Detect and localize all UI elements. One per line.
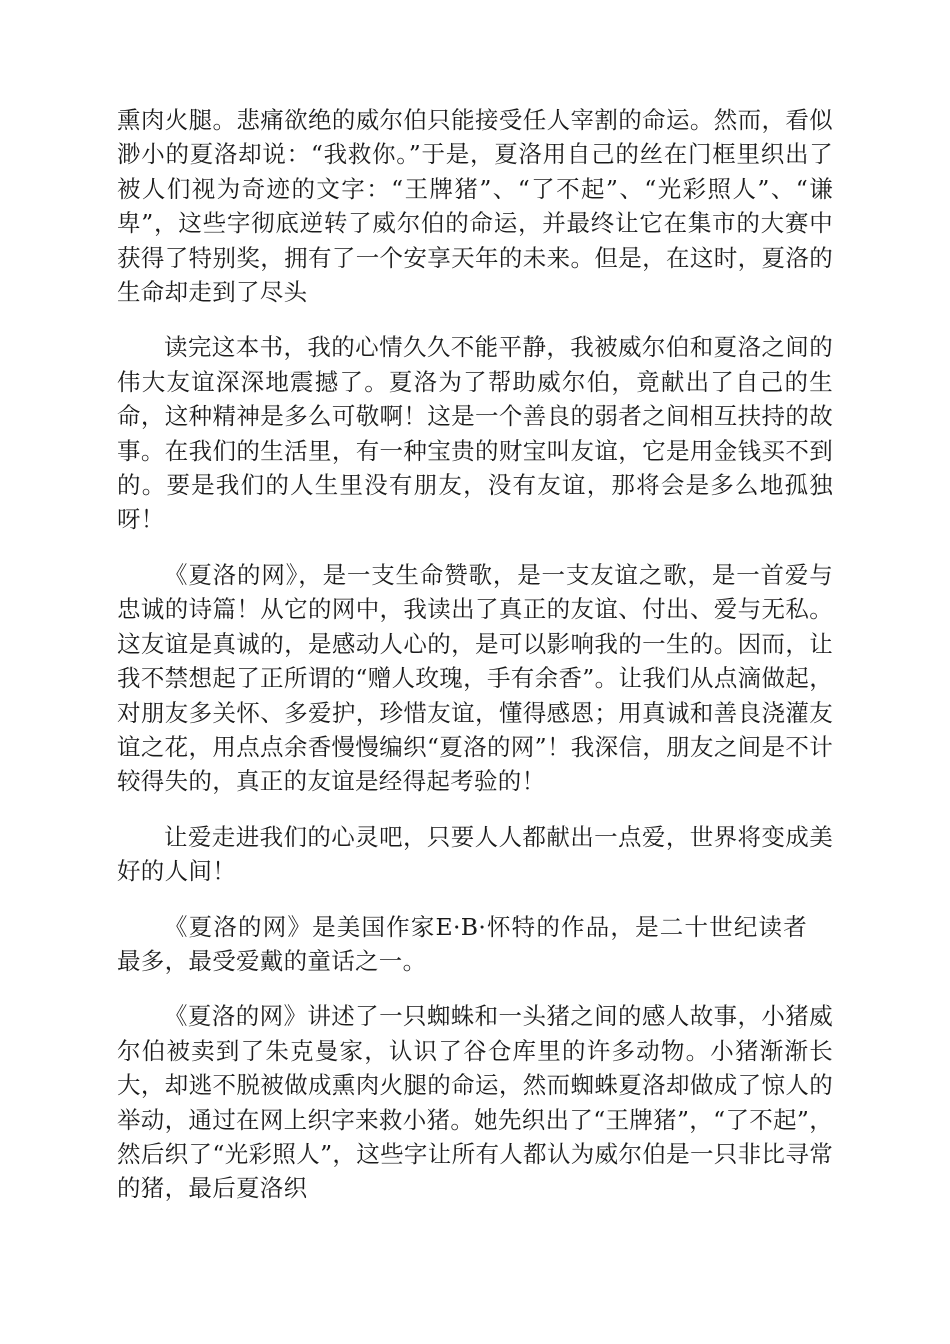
paragraph-about-book: 《夏洛的网》是美国作家E·B·怀特的作品，是二十世纪读者最多，最受爱戴的童话之一。: [117, 912, 807, 975]
paragraph-summary: 《夏洛的网》讲述了一只蜘蛛和一头猪之间的感人故事，小猪威尔伯被卖到了朱克曼家，认识了谷仓库里的许多动物。小猪渐渐长大，却逃不脱被做成熏肉火腿的命运，然而蜘蛛夏洛却做成了惊人的举动，通过在网上织字来救小猪。她先织出了“王牌猪”，“了不起”，然后织了“光彩照人”，这些字让所有人都认为威尔伯是一只非比寻常的猪，最后夏洛织: [117, 1002, 833, 1203]
document-body: [117, 103, 833, 1206]
paragraph-reflection: 读完这本书，我的心情久久不能平静，我被威尔伯和夏洛之间的伟大友谊深深地震撼了。夏洛为了帮助威尔伯，竟献出了自己的生命，这种精神是多么可敬啊！这是一个善良的弱者之间相互扶持的故事。在我们的生活里，有一种宝贵的财宝叫友谊，它是用金钱买不到的。要是我们的人生里没有朋友，没有友谊，那将会是多么地孤独呀！: [117, 333, 833, 534]
paragraph-continued: 熏肉火腿。悲痛欲绝的威尔伯只能接受任人宰割的命运。然而，看似渺小的夏洛却说：“我救你。”于是，夏洛用自己的丝在门框里织出了被人们视为奇迹的文字：“王牌猪”、“了不起”、“光彩照人”、“谦卑”，这些字彻底逆转了威尔伯的命运，并最终让它在集市的大赛中获得了特别奖，拥有了一个安享天年的未来。但是，在这时，夏洛的生命却走到了尽头: [117, 106, 833, 307]
paragraph-call-to-love: 让爱走进我们的心灵吧，只要人人都献出一点爱，世界将变成美好的人间！: [117, 822, 833, 886]
paragraph-praise: 《夏洛的网》，是一支生命赞歌，是一支友谊之歌，是一首爱与忠诚的诗篇！从它的网中，我读出了真正的友谊、付出、爱与无私。这友谊是真诚的，是感动人心的，是可以影响我的一生的。因而，让我不禁想起了正所谓的“赠人玫瑰，手有余香”。让我们从点滴做起，对朋友多关怀、多爱护，珍惜友谊，懂得感恩；用真诚和善良浇灌友谊之花，用点点余香慢慢编织“夏洛的网”！我深信，朋友之间是不计较得失的，真正的友谊是经得起考验的！: [117, 560, 833, 796]
